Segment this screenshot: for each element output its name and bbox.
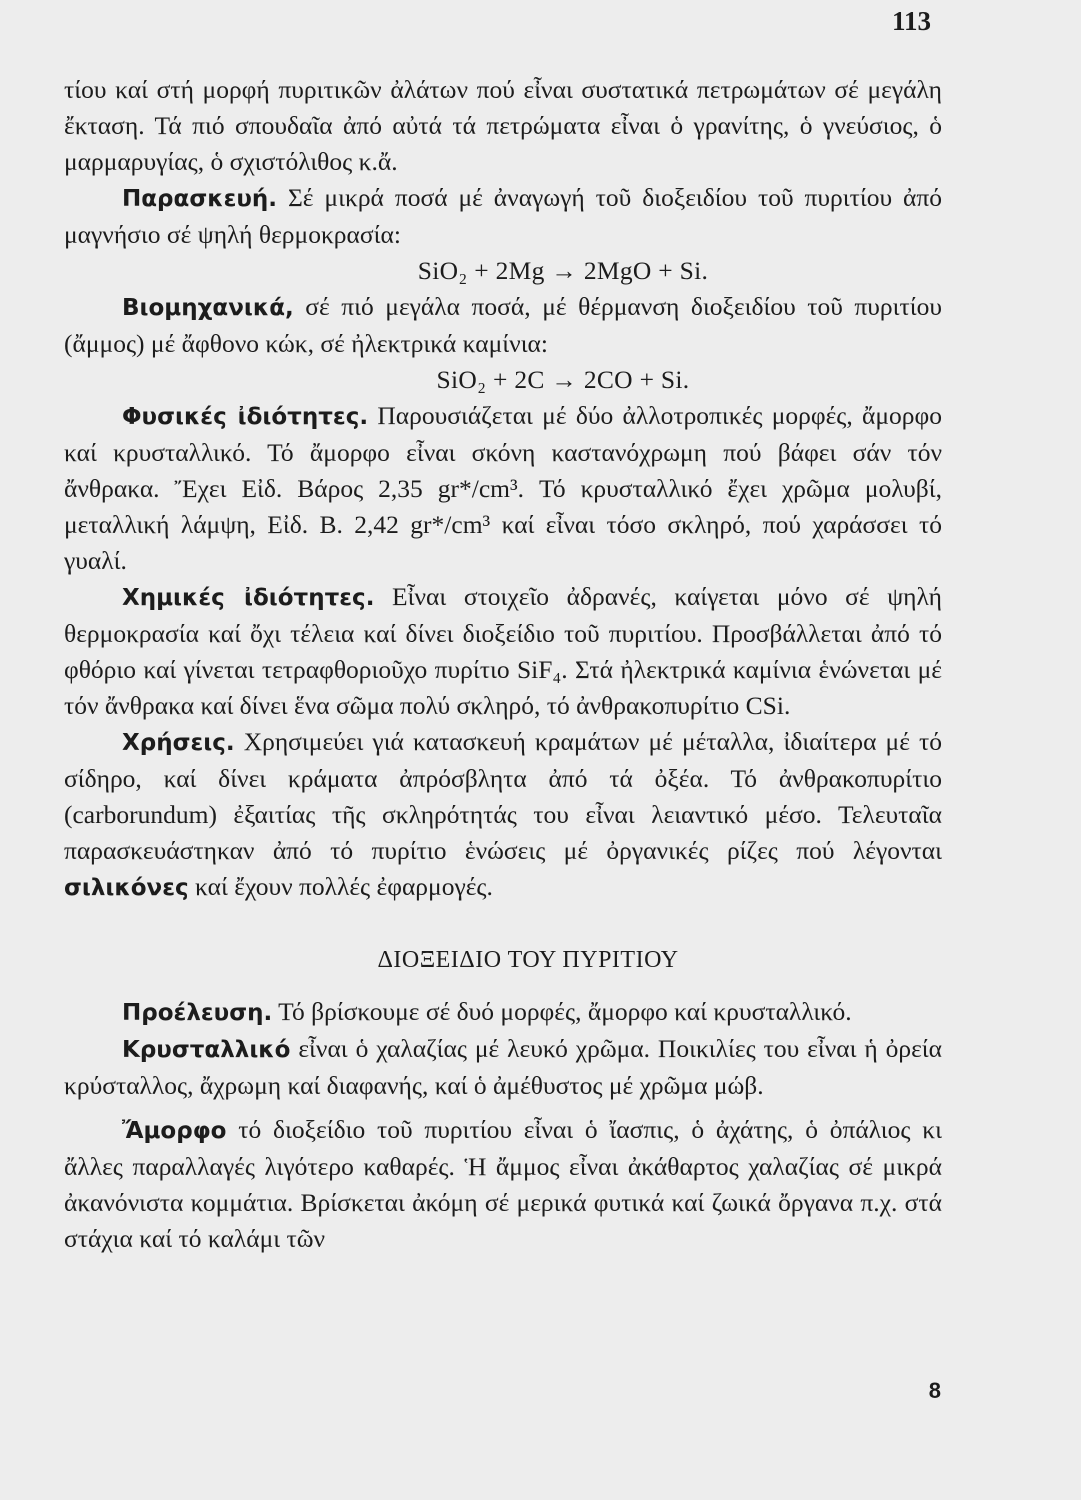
crystalline-text: εἶναι ὁ χαλαζίας μέ λευκό χρῶμα. Ποικιλίες του εἶναι ἡ ὀρεία κρύσταλλος, ἄχρωμη καί διαφανής, καί ὁ ἀμέθυστος μέ χρῶμα μώβ.	[64, 1034, 942, 1100]
amorphous-text: τό διοξείδιο τοῦ πυριτίου εἶναι ὁ ἴασπις, ὁ ἀχάτης, ὁ ὀπάλιος κι ἄλλες παραλλαγές λιγότερο καθαρές. Ἡ ἄμμος εἶναι ἀκάθαρτος χαλαζίας σέ μικρά ἀκανόνιστα κομμάτια. Βρίσκεται ἀκόμη σέ μερικά φυτικά καί ζωικά ὄργανα π.χ. στά στάχια καί τό καλάμι τῶν	[64, 1115, 942, 1253]
amorphous-heading: Ἄμορφο	[122, 1118, 227, 1144]
intro-text: τίου καί στή μορφή πυριτικῶν ἀλάτων πού εἶναι συστατικά πετρωμάτων σέ μεγάλη ἔκταση. Τά πιό σπουδαῖα ἀπό αὐτά τά πετρώματα εἶναι ὁ γρανίτης, ὁ γνεύσιος, ὁ μαρμαρυγίας, ὁ σχιστόλιθος κ.ἄ.	[64, 75, 942, 176]
paragraph-origin	[64, 994, 942, 1031]
equation-magnesium-reduction: SiO₂ + 2Mg → 2MgO + Si.	[417, 256, 709, 285]
page-number: 113	[891, 6, 931, 36]
origin-text: Τό βρίσκουμε σέ δυό μορφές, ἄμορφο καί κρυσταλλικό.	[272, 997, 852, 1026]
preparation-heading: Παρασκευή.	[122, 186, 278, 212]
paragraph-preparation	[64, 180, 942, 253]
origin-heading: Προέλευση.	[122, 1000, 273, 1026]
uses-text-part2: καί ἔχουν πολλές ἐφαρμογές.	[188, 872, 493, 901]
paragraph-physical-properties	[64, 398, 942, 579]
chemical-properties-text: Εἶναι στοιχεῖο ἀδρανές, καίγεται μόνο σέ ψηλή θερμοκρασία καί ὄχι τέλεια καί δίνει διοξείδιο τοῦ πυριτίου. Προσβάλλεται ἀπό τό φθόριο καί γίνεται τετραφθοριοῦχο πυρίτιο SiF₄. Στά ἠλεκτρικά καμίνια ἑνώνεται μέ τόν ἄνθρακα καί δίνει ἕνα σῶμα πολύ σκληρό, τό ἀνθρακοπυρίτιο CSi.	[64, 582, 942, 720]
industrial-heading: Βιομηχανικά,	[122, 295, 294, 321]
section-title: ΔΙΟΞΕΙΔΙΟ ΤΟΥ ΠΥΡΙΤΙΟΥ	[377, 947, 679, 973]
silicones-term: σιλικόνες	[64, 875, 189, 901]
page-body	[64, 72, 942, 1257]
paragraph-industrial	[64, 289, 942, 362]
signature-mark: 8	[928, 1378, 941, 1403]
chemical-properties-heading: Χημικές ἰδιότητες.	[122, 585, 375, 611]
equation-carbon-reduction: SiO₂ + 2C → 2CO + Si.	[436, 365, 690, 394]
paragraph-chemical-properties	[64, 579, 942, 724]
spacer	[64, 1104, 942, 1112]
physical-properties-heading: Φυσικές ἰδιότητες.	[122, 404, 369, 430]
crystalline-heading: Κρυσταλλικό	[122, 1037, 291, 1063]
paragraph-crystalline	[64, 1031, 942, 1104]
uses-text-part1: Χρησιμεύει γιά κατασκευή κραμάτων μέ μέταλλα, ἰδιαίτερα μέ τό σίδηρο, καί δίνει κράματα ἀπρόσβλητα ἀπό τά ὀξέα. Τό ἀνθρακοπυρίτιο (carborundum) ἐξαιτίας τῆς σκληρότητάς του εἶναι λειαντικό μέσο. Τελευταῖα παρασκευάστηκαν ἀπό τό πυρίτιο ἑνώσεις μέ ὀργανικές ρίζες πού λέγονται	[64, 727, 942, 865]
paragraph-intro	[64, 72, 942, 180]
physical-properties-text: Παρουσιάζεται μέ δύο ἀλλοτροπικές μορφές, ἄμορφο καί κρυσταλλικό. Τό ἄμορφο εἶναι σκόνη καστανόχρωμη πού βάφει σάν τόν ἄνθρακα. Ἔχει Εἰδ. Βάρος 2,35 gr*/cm³. Τό κρυσταλλικό ἔχει χρῶμα μολυβί, μεταλλική λάμψη, Εἰδ. Β. 2,42 gr*/cm³ καί εἶναι τόσο σκληρό, πού χαράσσει τό γυαλί.	[64, 401, 942, 575]
uses-heading: Χρήσεις.	[122, 730, 235, 756]
paragraph-amorphous	[64, 1112, 942, 1257]
industrial-text: σέ πιό μεγάλα ποσά, μέ θέρμανση διοξειδίου τοῦ πυριτίου (ἄμμος) μέ ἄφθονο κώκ, σέ ἠλεκτρικά καμίνια:	[64, 292, 942, 358]
paragraph-uses	[64, 724, 942, 906]
preparation-text: Σέ μικρά ποσά μέ ἀναγωγή τοῦ διοξειδίου τοῦ πυριτίου ἀπό μαγνήσιο σέ ψηλή θερμοκρασία:	[64, 183, 942, 249]
